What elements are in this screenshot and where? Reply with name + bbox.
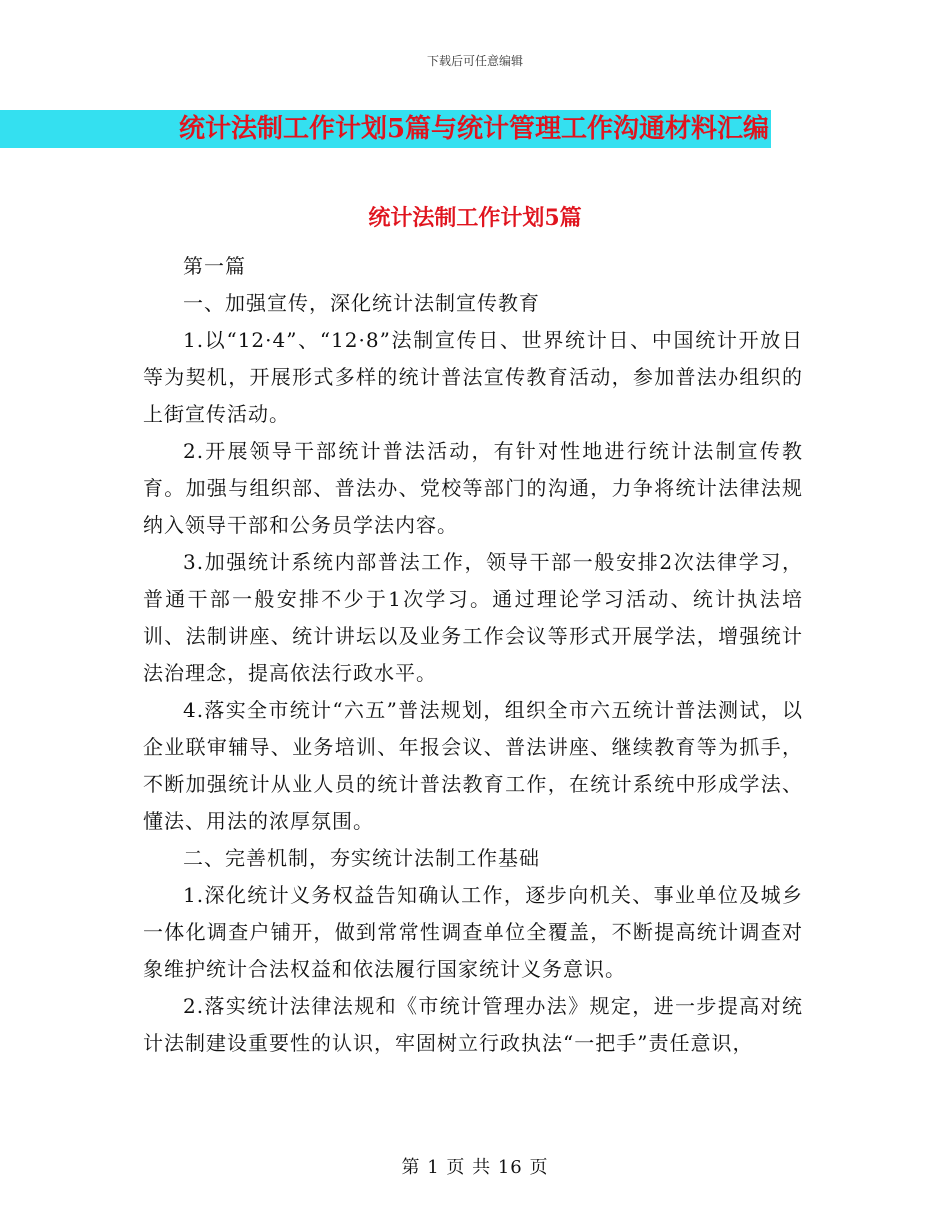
paragraph: 2.落实统计法律法规和《市统计管理办法》规定，进一步提高对统计法制建设重要性的认识，牢固树立行政执法“一把手”责任意识， <box>143 994 803 1055</box>
paragraph: 二、完善机制，夯实统计法制工作基础 <box>183 846 540 870</box>
page-footer: 第 1 页 共 16 页 <box>401 1157 549 1178</box>
header-note: 下载后可任意编辑 <box>426 54 523 68</box>
sub-title: 统计法制工作计划5篇 <box>368 205 582 231</box>
document-body <box>143 248 803 1062</box>
paragraph: 3.加强统计系统内部普法工作，领导干部一般安排2次法律学习，普通干部一般安排不少于1次学习。通过理论学习活动、统计执法培训、法制讲座、统计讲坛以及业务工作会议等形式开展学法，增强统计法治理念，提高依法行政水平。 <box>143 550 803 685</box>
paragraph: 一、加强宣传，深化统计法制宣传教育 <box>183 291 540 315</box>
paragraph: 1.深化统计义务权益告知确认工作，逐步向机关、事业单位及城乡一体化调查户铺开，做到常常性调查单位全覆盖，不断提高统计调查对象维护统计合法权益和依法履行国家统计义务意识。 <box>143 883 803 981</box>
paragraph: 2.开展领导干部统计普法活动，有针对性地进行统计法制宣传教育。加强与组织部、普法办、党校等部门的沟通，力争将统计法律法规纳入领导干部和公务员学法内容。 <box>143 439 803 537</box>
main-title-container <box>0 110 950 148</box>
main-title: 统计法制工作计划5篇与统计管理工作沟通材料汇编 <box>0 110 771 148</box>
paragraph: 第一篇 <box>183 254 246 278</box>
paragraph: 1.以“12·4”、“12·8”法制宣传日、世界统计日、中国统计开放日等为契机，开展形式多样的统计普法宣传教育活动，参加普法办组织的上街宣传活动。 <box>143 328 803 426</box>
paragraph: 4.落实全市统计“六五”普法规划，组织全市六五统计普法测试，以企业联审辅导、业务培训、年报会议、普法讲座、继续教育等为抓手，不断加强统计从业人员的统计普法教育工作，在统计系统中形成学法、懂法、用法的浓厚氛围。 <box>143 698 803 833</box>
